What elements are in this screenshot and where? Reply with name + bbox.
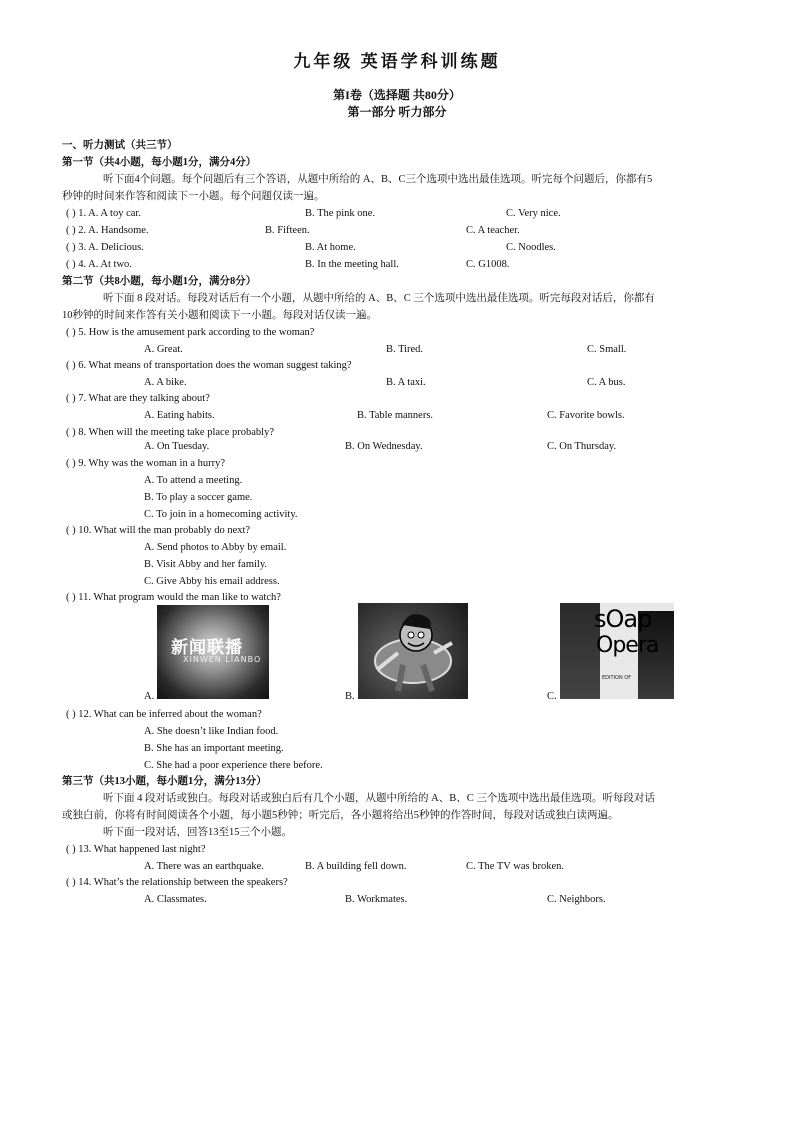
option-b: B. A taxi. <box>386 377 426 388</box>
part1-instruction: 秒钟的时间来作答和阅读下一小题。每个问题仅读一遍。 <box>62 191 325 202</box>
option-c: C. The TV was broken. <box>466 861 564 872</box>
soap-word: sOap <box>594 605 652 633</box>
option-a: A. <box>144 691 155 702</box>
option-a: A. Classmates. <box>144 894 207 905</box>
opera-word: Opera <box>596 633 659 658</box>
news-program-image <box>157 605 269 699</box>
option-c: C. Noodles. <box>506 242 556 253</box>
question-stem: ( ) 5. How is the amusement park according to the woman? <box>66 327 315 338</box>
soap-opera-image <box>560 603 674 699</box>
option-a: A. Eating habits. <box>144 410 215 421</box>
part1-instruction: 听下面4个问题。每个问题后有三个答语，从题中所给的 A、B、C三个选项中选出最佳选项。听完每个问题后，你都有5 <box>103 174 653 185</box>
part2-heading: 第二节（共8小题，每小题1分，满分8分） <box>62 276 257 287</box>
option-a: A. There was an earthquake. <box>144 861 264 872</box>
option-b: B. A building fell down. <box>305 861 407 872</box>
option-b: B. She has an important meeting. <box>144 743 284 754</box>
option-b: B. On Wednesday. <box>345 441 423 452</box>
option-b: B. At home. <box>305 242 356 253</box>
question-stem: ( ) 8. When will the meeting take place probably? <box>66 427 274 438</box>
option-c: C. Very nice. <box>506 208 561 219</box>
part-heading: 第一部分 听力部分 <box>347 105 447 119</box>
option-c: C. <box>547 691 557 702</box>
question-stem: ( ) 4. A. At two. <box>66 259 132 270</box>
question-stem: ( ) 6. What means of transportation does the woman suggest taking? <box>66 360 352 371</box>
option-b: B. <box>345 691 355 702</box>
option-b: B. In the meeting hall. <box>305 259 399 270</box>
option-c: C. To join in a homecoming activity. <box>144 509 298 520</box>
option-a: A. To attend a meeting. <box>144 475 243 486</box>
question-stem: ( ) 14. What’s the relationship between the speakers? <box>66 877 288 888</box>
part1-heading: 第一节（共4小题，每小题1分，满分4分） <box>62 157 257 168</box>
option-c: C. A teacher. <box>466 225 520 236</box>
option-b: B. The pink one. <box>305 208 376 219</box>
option-c: C. She had a poor experience there before. <box>144 760 323 771</box>
option-b: B. Table manners. <box>357 410 434 421</box>
option-a: A. She doesn’t like Indian food. <box>144 726 279 737</box>
question-stem: ( ) 7. What are they talking about? <box>66 393 210 404</box>
cartoon-image <box>358 603 468 699</box>
soap-small-text: EDITION OF <box>602 675 632 681</box>
part2-instruction: 听下面 8 段对话。每段对话后有一个小题，从题中所给的 A、B、C 三个选项中选出最佳选项。听完每段对话后，你都有 <box>103 293 655 304</box>
option-b: B. Tired. <box>386 344 424 355</box>
page-title: 九年级 英语学科训练题 <box>293 52 501 71</box>
option-a: A. Send photos to Abby by email. <box>144 542 287 553</box>
option-c: C. Favorite bowls. <box>547 410 625 421</box>
news-title: 新闻联播 <box>171 638 243 658</box>
part3-instruction: 听下面一段对话，回答13至15三个小题。 <box>103 827 292 838</box>
question-stem: ( ) 1. A. A toy car. <box>66 208 141 219</box>
option-c: C. Small. <box>587 344 627 355</box>
volume-heading: 第I卷（选择题 共80分） <box>333 88 461 102</box>
option-c: C. G1008. <box>466 259 510 270</box>
question-stem: ( ) 2. A. Handsome. <box>66 225 149 236</box>
option-c: C. Give Abby his email address. <box>144 576 280 587</box>
option-c: C. On Thursday. <box>547 441 617 452</box>
part2-instruction: 10秒钟的时间来作答有关小题和阅读下一小题。每段对话仅读一遍。 <box>62 310 377 321</box>
question-stem: ( ) 9. Why was the woman in a hurry? <box>66 458 226 469</box>
question-stem: ( ) 12. What can be inferred about the woman? <box>66 709 262 720</box>
option-a: A. Great. <box>144 344 183 355</box>
news-subtitle: XINWEN LIANBO <box>183 655 262 664</box>
question-stem: ( ) 10. What will the man probably do next? <box>66 525 251 536</box>
section-heading: 一、听力测试（共三节） <box>62 140 178 151</box>
part3-heading: 第三节（共13小题，每小题1分，满分13分） <box>62 776 267 787</box>
option-a: A. On Tuesday. <box>144 441 210 452</box>
option-b: B. Workmates. <box>345 894 408 905</box>
question-stem: ( ) 11. What program would the man like to watch? <box>66 592 281 603</box>
part3-instruction: 或独白前，你将有时间阅读各个小题，每小题5秒钟；听完后，各小题将给出5秒钟的作答时间，每段对话或独白读两遍。 <box>62 810 619 821</box>
option-c: C. Neighbors. <box>547 894 606 905</box>
part3-instruction: 听下面 4 段对话或独白。每段对话或独白后有几个小题，从题中所给的 A、B、C 三个选项中选出最佳选项。听每段对话 <box>103 793 655 804</box>
option-b: B. Fifteen. <box>265 225 310 236</box>
question-stem: ( ) 13. What happened last night? <box>66 844 206 855</box>
option-a: A. A bike. <box>144 377 187 388</box>
option-b: B. To play a soccer game. <box>144 492 253 503</box>
question-stem: ( ) 3. A. Delicious. <box>66 242 144 253</box>
option-b: B. Visit Abby and her family. <box>144 559 268 570</box>
option-c: C. A bus. <box>587 377 626 388</box>
cartoon-illustration <box>358 603 468 699</box>
